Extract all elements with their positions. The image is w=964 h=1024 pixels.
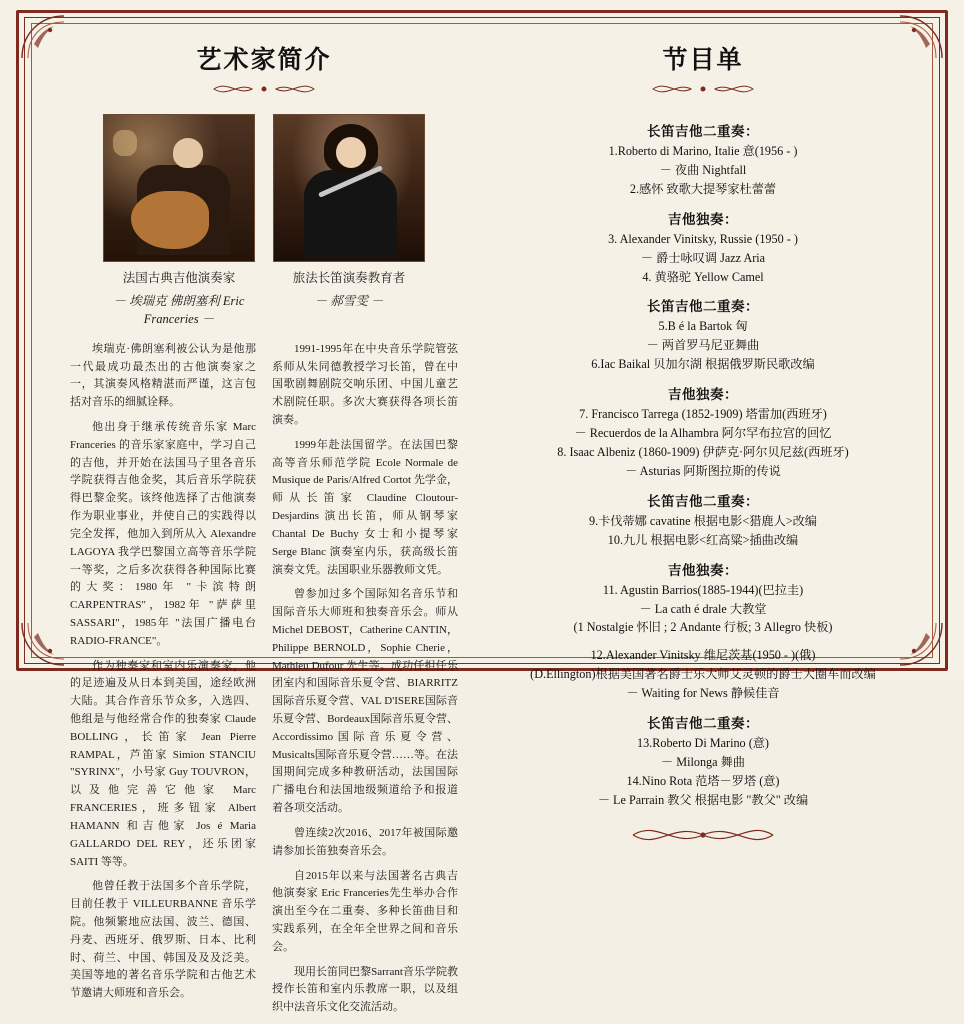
program-line: － Recuerdos de la Alhambra 阿尔罕布拉宫的回忆 (574, 426, 832, 441)
program-column (482, 30, 924, 807)
program-line: 3. Alexander Vinitsky, Russie (1950 - ) (608, 231, 798, 246)
artist-photos (70, 114, 458, 327)
program-group (506, 120, 900, 199)
flutist-bio (272, 341, 458, 1024)
program-group-heading: 吉他独奏： (668, 211, 738, 227)
guitarist-name: － 埃瑞克 佛朗塞利 Eric Franceries － (113, 293, 245, 326)
program-group (506, 646, 900, 703)
bio-paragraph: 1999年赴法国留学。在法国巴黎高等音乐师范学院 Ecole Normale de Musique de Paris/Alfred Cortot 先学金，师从长笛家 Claudine Cloutour-Desjardins 演出长笛，师从钢琴家 Chantal De Buchy 女士和小提琴家 Serge Blanc 演奏室内乐，获高级长笛演奏文凭。法国职业乐器教师文凭。 (272, 438, 458, 576)
program-line: (D.Ellington)根据美国著名爵士乐大师艾灵顿的爵士大圈车而改编 (530, 667, 876, 682)
program-line: 14.Nino Rota 范塔－罗塔 (意) (626, 773, 780, 788)
program-group-heading: 吉他独奏： (668, 562, 738, 578)
content-columns (40, 30, 924, 1014)
guitarist-bio (70, 341, 256, 1024)
program-group (506, 712, 900, 810)
program-line: － Le Parrain 教父 根据电影 "教父" 改编 (597, 792, 809, 807)
artist-block-guitarist (103, 114, 255, 327)
program-line: 1.Roberto di Marino, Italie 意(1956 - ) (608, 144, 798, 158)
flutist-name: － 郝雪雯 － (314, 293, 384, 308)
program-line: 6.Iac Baikal 贝加尔湖 根据俄罗斯民歌改编 (591, 357, 815, 372)
program-line: 9.卡伐蒂娜 cavatine 根据电影<猎鹿人>改编 (588, 513, 817, 528)
program-line: (1 Nostalgie 怀旧 ; 2 Andante 行板; 3 Allegro 快板) (573, 620, 833, 635)
guitarist-photo (103, 114, 255, 262)
program-line: － Asturias 阿斯图拉斯的传说 (625, 463, 781, 478)
artist-block-flutist (273, 114, 425, 327)
page-title-artists: 艺术家简介 (196, 47, 332, 74)
bio-paragraph: 他出身于继承传统音乐家 Marc Franceries 的音乐家家庭中，学习自己的吉他，并开始在法国马子里各音乐学院获得吉他金奖，其后音乐学院获得巴黎金奖。该终他选择了古他演奏作为职业事业，并使自己的实践得以完全发挥，他加入到所从入 Alexandre LAGOYA 我学巴黎国立高等音乐学院一等奖，之后多次获得各种国际比赛的大奖：1980年 "卡滨特朗 CARPENTRAS"，1982年 "萨萨里 SASSARI"，1985年 "法国广播电台 RADIO-FRANCE"。 (70, 421, 256, 647)
artist-intro-column (40, 30, 482, 1014)
program-group (506, 208, 900, 287)
program-line: 11. Agustin Barrios(1885-1944)(巴拉圭) (602, 582, 804, 597)
bottom-ornament-icon (506, 824, 900, 850)
bio-paragraph: 曾连续2次2016、2017年被国际邀请参加长笛独奏音乐会。 (272, 826, 458, 857)
bio-paragraph: 1991-1995年在中央音乐学院管弦系师从朱同德教授学习长笛，曾在中国歌剧舞剧院交响乐团、中国儿童艺术剧院任职。多次大赛获得各项长笛演奏。 (272, 342, 458, 426)
program-line: － 两首罗马尼亚舞曲 (646, 338, 760, 353)
program-group (506, 295, 900, 374)
program-line: 13.Roberto Di Marino (意) (636, 736, 769, 751)
program-line: － 爵士咏叹调 Jazz Aria (640, 250, 766, 265)
program-line: 4. 黄骆驼 Yellow Camel (642, 269, 764, 284)
flutist-photo (273, 114, 425, 262)
bio-paragraph: 现用长笛同巴黎Sarrant音乐学院教授作长笛和室内乐教席一职，以及组织中法音乐文化交流活动。 (272, 965, 458, 1014)
program-line: 12.Alexander Vinitsky 维尼茨基(1950 - )(俄) (590, 648, 816, 663)
bio-paragraph: 作为独奏家和室内乐演奏家，他的足迹遍及从日本到美国，途经欧洲大陆。其合作音乐节众多，入选四、他组是与他经常合作的独奏家 Claude BOLLING，长笛家 Jean Pierre RAMPAL，芦笛家 Simion STANCIU "SYRINX"，小号家 Guy TOUVRON，以及他完善它他家 Marc FRANCERIES，班多钮家 Albert HAMANN 和吉他家 Jos é Maria GALLARDO DEL REY，还乐团家 SAITI 等等。 (70, 659, 256, 868)
artist-bios (70, 341, 458, 1024)
title-ornament-icon (506, 82, 900, 98)
program-group-heading: 吉他独奏： (668, 387, 738, 403)
program-group-heading: 长笛吉他二重奏： (647, 124, 759, 139)
guitarist-caption: 法国古典吉他演奏家 (122, 271, 236, 285)
program-group-heading: 长笛吉他二重奏： (647, 716, 759, 732)
bio-paragraph: 他曾任教于法国多个音乐学院，目前任教于 VILLEURBANNE 音乐学院。他频繁地应法国、波兰、德国、丹麦、西班牙、俄罗斯、日本、比利时、荷兰、中国、韩国及及及泛美。美国等地的著名音乐学院和古他艺术节邀请大师班和音乐会。 (70, 880, 256, 1000)
program-line: 5.B é la Bartok 匈 (658, 319, 748, 334)
program-group-heading: 长笛吉他二重奏： (647, 493, 759, 509)
program-line: － 夜曲 Nightfall (659, 162, 747, 177)
title-ornament-icon (70, 82, 458, 98)
bio-paragraph: 自2015年以来与法国著名古典吉他演奏家 Eric Franceries先生举办合作演出至今在二重奏、多种长笛曲目和实践系列，在全年全世界之间和音乐会。 (272, 869, 458, 953)
program-line: － Waiting for News 静候佳音 (626, 686, 780, 701)
program-line: － Milonga 舞曲 (661, 754, 745, 769)
page-title-program: 节目单 (662, 47, 744, 74)
program-group (506, 490, 900, 550)
program-group (506, 383, 900, 481)
program-line: － La cath é drale 大教堂 (639, 601, 767, 616)
bio-paragraph: 曾参加过多个国际知名音乐节和国际音乐大师班和独奏音乐会。师从 Michel DEBOST，Catherine CANTIN，Philippe BERNOLD，Sophie Cherie，Mathieu Dufour 先生等。成功任担任乐团室内和国际音乐夏令营、BIARRITZ国际音乐夏令营、VAL D'ISERE国际音乐夏令营、Bordeaux国际音乐夏令营、Accordissimo国际音乐夏令营、Musicalts国际音乐夏令营……等。在法国期间完成多种教研活动，法国国际广播电台和法国地级频道给予和报道着各项交活动。 (272, 588, 458, 815)
flutist-caption: 旅法长笛演奏教育者 (292, 271, 406, 285)
program-group (506, 559, 900, 638)
program-line: 7. Francisco Tarrega (1852-1909) 塔雷加(西班牙) (579, 407, 827, 422)
program-list (506, 120, 900, 850)
bio-paragraph: 埃瑞克·佛朗塞利被公认为是他那一代最成功最杰出的古他演奏家之一，其演奏风格精湛而严谨，这言包括对音乐的细腻诠释。 (70, 342, 256, 409)
program-group-heading: 长笛吉他二重奏： (647, 299, 759, 315)
program-line: 2.感怀 致歌大提琴家杜蕾蕾 (629, 181, 777, 196)
program-line: 8. Isaac Albeniz (1860-1909) 伊萨克·阿尔贝尼兹(西班牙) (557, 444, 849, 459)
program-line: 10.九儿 根据电影<红高粱>插曲改编 (607, 532, 799, 547)
